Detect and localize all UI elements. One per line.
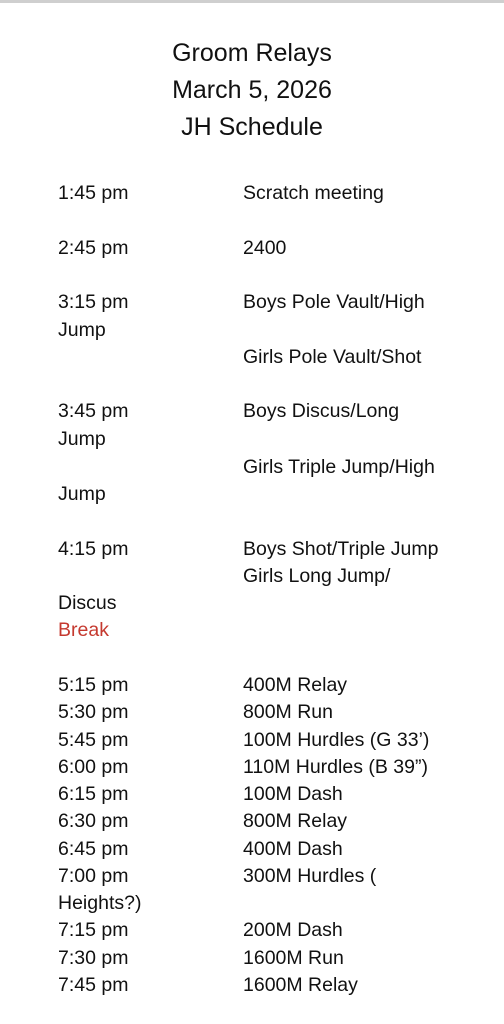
schedule-event-wrap: Jump: [58, 319, 106, 341]
schedule-time: 7:45 pm: [58, 974, 129, 996]
schedule-event: 800M Run: [243, 701, 333, 723]
schedule-time: 5:30 pm: [58, 701, 129, 723]
schedule-event: Girls Pole Vault/Shot: [243, 346, 422, 368]
schedule-event: Boys Shot/Triple Jump: [243, 538, 439, 560]
schedule-time: 6:00 pm: [58, 756, 129, 778]
schedule-time: 5:45 pm: [58, 729, 129, 751]
schedule-event: 100M Dash: [243, 783, 343, 805]
schedule-event: 300M Hurdles (: [243, 865, 377, 887]
schedule-time: 2:45 pm: [58, 237, 129, 259]
schedule-time: 7:15 pm: [58, 919, 129, 941]
schedule-time: 4:15 pm: [58, 538, 129, 560]
schedule-event: 400M Relay: [243, 674, 348, 696]
schedule-event: 110M Hurdles (B 39”): [243, 756, 428, 778]
break-label: Break: [58, 619, 109, 641]
schedule-time: 1:45 pm: [58, 182, 129, 204]
title-schedule-name: JH Schedule: [181, 113, 323, 141]
schedule-event-wrap: Heights?): [58, 892, 142, 914]
title-date: March 5, 2026: [172, 76, 332, 104]
title-meet-name: Groom Relays: [172, 39, 332, 67]
schedule-time: 3:45 pm: [58, 400, 129, 422]
schedule-event: 400M Dash: [243, 838, 343, 860]
schedule-event: 1600M Run: [243, 947, 344, 969]
document-title: [0, 35, 504, 146]
schedule-event-wrap: Discus: [58, 592, 117, 614]
schedule-event: Girls Long Jump/: [243, 565, 391, 587]
schedule-time: 3:15 pm: [58, 291, 129, 313]
schedule-event: Boys Pole Vault/High: [243, 291, 425, 313]
schedule-time: 5:15 pm: [58, 674, 129, 696]
schedule-event-wrap: Jump: [58, 483, 106, 505]
schedule-time: 6:15 pm: [58, 783, 129, 805]
schedule-time: 6:45 pm: [58, 838, 129, 860]
top-border: [0, 0, 504, 3]
schedule-event: Boys Discus/Long: [243, 400, 400, 422]
schedule-event: Girls Triple Jump/High: [243, 456, 435, 478]
schedule-event: 100M Hurdles (G 33’): [243, 729, 430, 751]
schedule-event: 1600M Relay: [243, 974, 358, 996]
schedule-event-wrap: Jump: [58, 428, 106, 450]
schedule-event: Scratch meeting: [243, 182, 384, 204]
schedule-event: 2400: [243, 237, 287, 259]
schedule-time: 6:30 pm: [58, 810, 129, 832]
schedule-time: 7:00 pm: [58, 865, 129, 887]
schedule-event: 800M Relay: [243, 810, 348, 832]
schedule-time: 7:30 pm: [58, 947, 129, 969]
schedule-event: 200M Dash: [243, 919, 343, 941]
